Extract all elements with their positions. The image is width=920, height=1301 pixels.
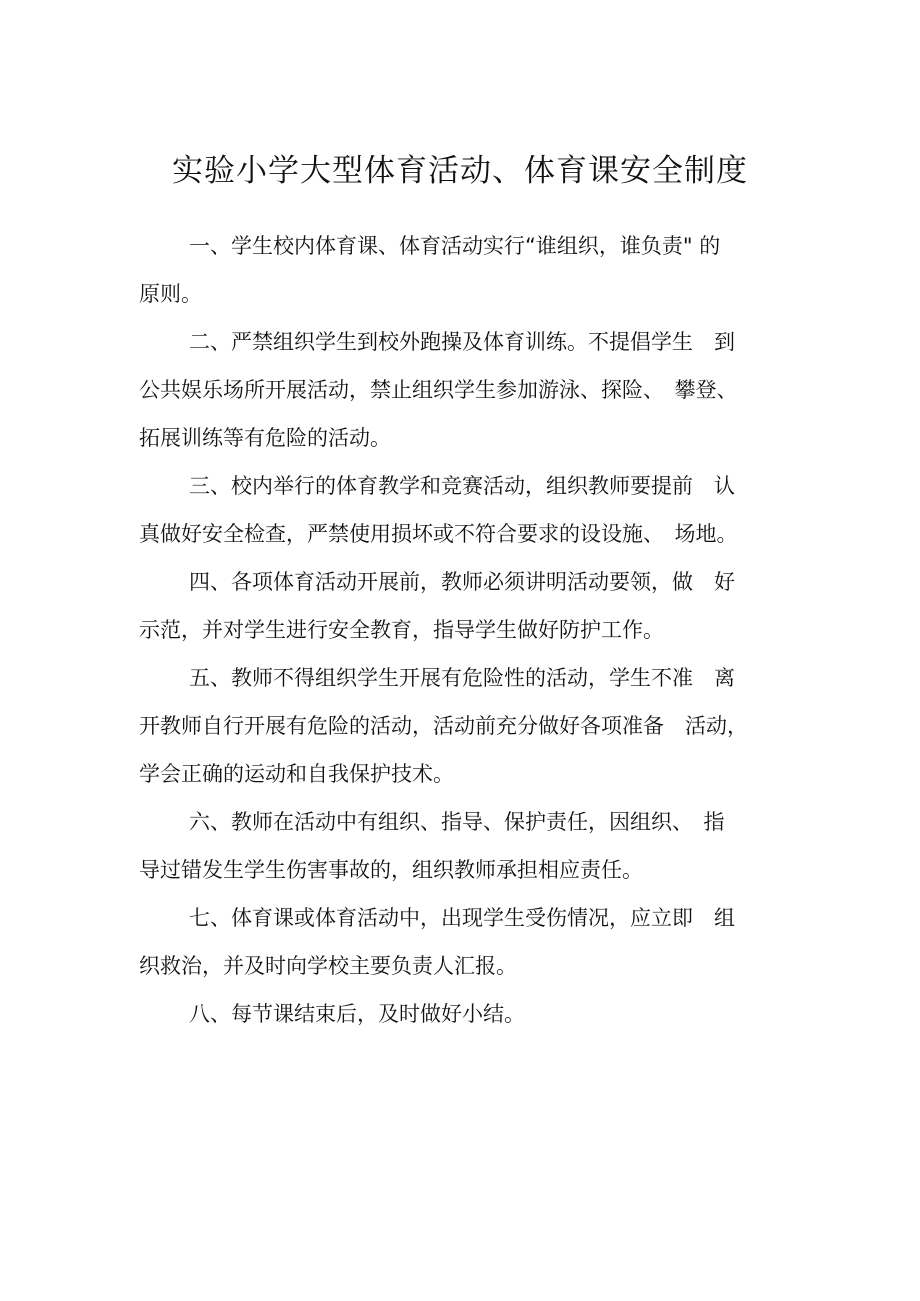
paragraph-5-line-1: 五、教师不得组织学生开展有危险性的活动，学生不准 离	[189, 666, 735, 690]
paragraph-8-line-1: 八、每节课结束后，及时做好小结。	[189, 1002, 525, 1026]
paragraph-2-line-3: 拓展训练等有危险的活动。	[139, 426, 391, 450]
paragraph-5	[139, 654, 795, 798]
document-title: 实验小学大型体育活动、体育课安全制度	[172, 153, 748, 189]
paragraph-5-line-3: 学会正确的运动和自我保护技术。	[139, 762, 454, 786]
paragraph-6	[139, 798, 795, 894]
paragraph-1	[139, 222, 795, 318]
paragraph-3-line-2: 真做好安全检查，严禁使用损坏或不符合要求的设设施、 场地。	[139, 522, 738, 546]
paragraph-4-line-1: 四、各项体育活动开展前，教师必须讲明活动要领，做 好	[189, 570, 735, 594]
paragraph-4-line-2: 示范，并对学生进行安全教育，指导学生做好防护工作。	[139, 618, 664, 642]
paragraph-2-line-1: 二、严禁组织学生到校外跑操及体育训练。不提倡学生 到	[189, 330, 735, 354]
document-body	[139, 222, 795, 1038]
paragraph-4	[139, 558, 795, 654]
paragraph-5-line-2: 开教师自行开展有危险的活动，活动前充分做好各项准备 活动，	[139, 714, 748, 738]
paragraph-2-line-2: 公共娱乐场所开展活动，禁止组织学生参加游泳、探险、 攀登、	[139, 378, 738, 402]
paragraph-7-line-1: 七、体育课或体育活动中，出现学生受伤情况，应立即 组	[189, 906, 735, 930]
paragraph-3	[139, 462, 795, 558]
paragraph-3-line-1: 三、校内举行的体育教学和竞赛活动，组织教师要提前 认	[189, 474, 735, 498]
paragraph-7	[139, 894, 795, 990]
paragraph-1-line-1: 一、学生校内体育课、体育活动实行“谁组织，谁负责" 的	[189, 234, 721, 258]
paragraph-1-line-2: 原则。	[139, 282, 202, 306]
paragraph-7-line-2: 织救治，并及时向学校主要负责人汇报。	[139, 954, 517, 978]
paragraph-2	[139, 318, 795, 462]
paragraph-6-line-2: 导过错发生学生伤害事故的，组织教师承担相应责任。	[139, 858, 643, 882]
paragraph-8	[139, 990, 795, 1038]
paragraph-6-line-1: 六、教师在活动中有组织、指导、保护责任，因组织、 指	[189, 810, 725, 834]
